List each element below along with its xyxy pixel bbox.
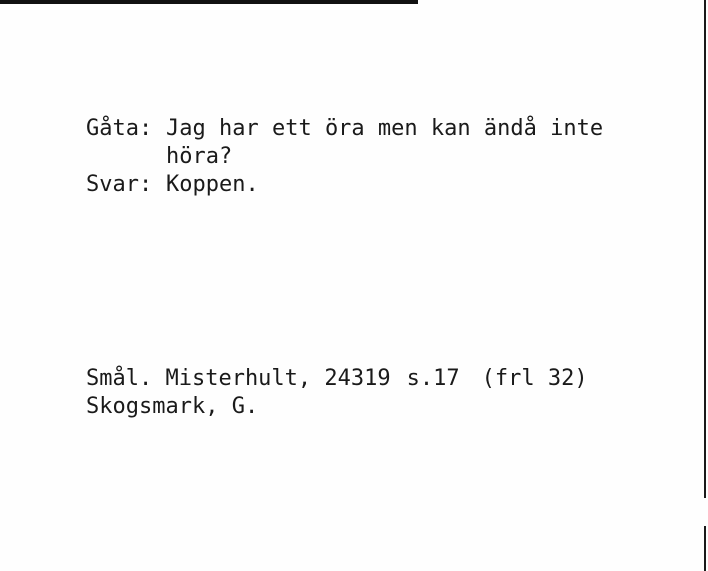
answer-text: Koppen. <box>166 172 259 197</box>
answer-label: Svar: <box>86 172 153 197</box>
source-ref: (frl 32) <box>481 366 588 391</box>
card-right-border <box>704 0 706 571</box>
riddle-label: Gåta: <box>86 116 153 141</box>
riddle-text-line2: höra? <box>166 144 233 169</box>
source-page: s.17 <box>406 366 460 391</box>
card-right-border-gap <box>703 498 707 526</box>
answer-line <box>86 171 259 199</box>
source-place: Smål. Misterhult, 24319 <box>86 366 391 391</box>
riddle-text-line1: Jag har ett öra men kan ändå inte <box>166 116 604 141</box>
riddle-line <box>86 115 603 143</box>
recorder-name: Skogsmark, G. <box>86 394 259 419</box>
card-top-border <box>0 0 418 4</box>
source-line <box>86 365 588 393</box>
